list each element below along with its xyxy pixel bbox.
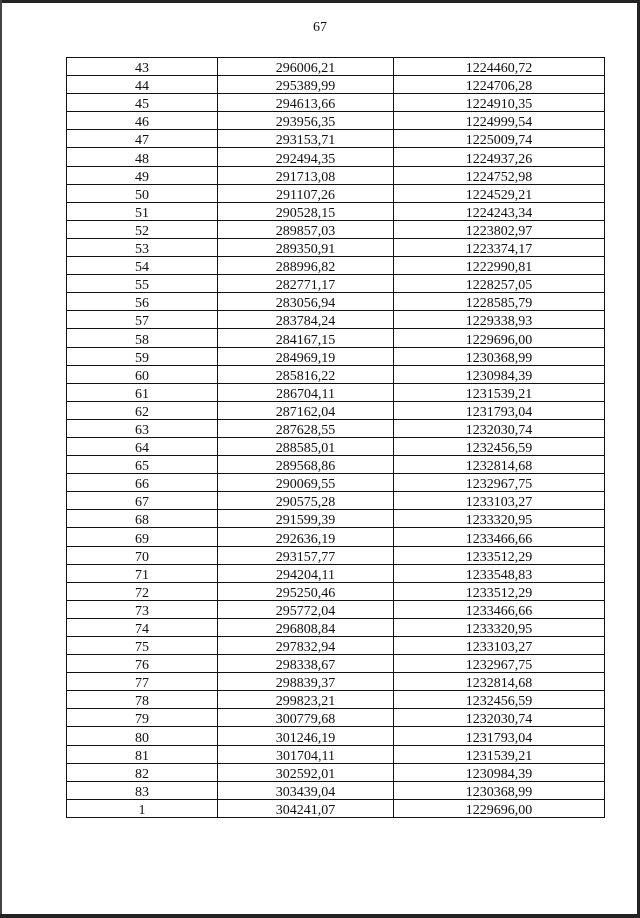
point-number-cell: 67 bbox=[67, 492, 218, 510]
y-coordinate-cell: 1230984,39 bbox=[394, 763, 605, 781]
y-coordinate-cell: 1232030,74 bbox=[394, 709, 605, 727]
x-coordinate-cell: 291599,39 bbox=[218, 510, 394, 528]
point-number-cell: 57 bbox=[67, 311, 218, 329]
x-coordinate-cell: 290528,15 bbox=[218, 202, 394, 220]
point-number-cell: 70 bbox=[67, 546, 218, 564]
point-number-cell: 83 bbox=[67, 781, 218, 799]
point-number-cell: 58 bbox=[67, 329, 218, 347]
y-coordinate-cell: 1229696,00 bbox=[394, 329, 605, 347]
table-row bbox=[67, 528, 605, 546]
point-number-cell: 45 bbox=[67, 94, 218, 112]
table-row bbox=[67, 763, 605, 781]
table-row bbox=[67, 257, 605, 275]
page-edge-top bbox=[0, 0, 640, 3]
x-coordinate-cell: 288996,82 bbox=[218, 257, 394, 275]
x-coordinate-cell: 295389,99 bbox=[218, 76, 394, 94]
y-coordinate-cell: 1228257,05 bbox=[394, 275, 605, 293]
x-coordinate-cell: 282771,17 bbox=[218, 275, 394, 293]
y-coordinate-cell: 1231539,21 bbox=[394, 745, 605, 763]
y-coordinate-cell: 1233320,95 bbox=[394, 510, 605, 528]
point-number-cell: 61 bbox=[67, 383, 218, 401]
x-coordinate-cell: 299823,21 bbox=[218, 691, 394, 709]
x-coordinate-cell: 295250,46 bbox=[218, 582, 394, 600]
x-coordinate-cell: 284167,15 bbox=[218, 329, 394, 347]
x-coordinate-cell: 302592,01 bbox=[218, 763, 394, 781]
y-coordinate-cell: 1232456,59 bbox=[394, 691, 605, 709]
y-coordinate-cell: 1224706,28 bbox=[394, 76, 605, 94]
y-coordinate-cell: 1233466,66 bbox=[394, 600, 605, 618]
y-coordinate-cell: 1232030,74 bbox=[394, 419, 605, 437]
y-coordinate-cell: 1232814,68 bbox=[394, 673, 605, 691]
y-coordinate-cell: 1224999,54 bbox=[394, 112, 605, 130]
table-row bbox=[67, 691, 605, 709]
point-number-cell: 52 bbox=[67, 220, 218, 238]
table-row bbox=[67, 492, 605, 510]
x-coordinate-cell: 301704,11 bbox=[218, 745, 394, 763]
table-row bbox=[67, 474, 605, 492]
x-coordinate-cell: 298839,37 bbox=[218, 673, 394, 691]
page-number: 67 bbox=[313, 20, 327, 35]
table-row bbox=[67, 58, 605, 76]
point-number-cell: 51 bbox=[67, 202, 218, 220]
table-row bbox=[67, 76, 605, 94]
point-number-cell: 80 bbox=[67, 727, 218, 745]
x-coordinate-cell: 292494,35 bbox=[218, 148, 394, 166]
y-coordinate-cell: 1229338,93 bbox=[394, 311, 605, 329]
table-row bbox=[67, 618, 605, 636]
page-edge-left bbox=[0, 0, 2, 918]
x-coordinate-cell: 304241,07 bbox=[218, 799, 394, 817]
point-number-cell: 77 bbox=[67, 673, 218, 691]
y-coordinate-cell: 1224460,72 bbox=[394, 58, 605, 76]
point-number-cell: 78 bbox=[67, 691, 218, 709]
point-number-cell: 79 bbox=[67, 709, 218, 727]
y-coordinate-cell: 1225009,74 bbox=[394, 130, 605, 148]
y-coordinate-cell: 1224910,35 bbox=[394, 94, 605, 112]
table-row bbox=[67, 293, 605, 311]
point-number-cell: 64 bbox=[67, 437, 218, 455]
y-coordinate-cell: 1233103,27 bbox=[394, 637, 605, 655]
point-number-cell: 49 bbox=[67, 166, 218, 184]
y-coordinate-cell: 1233512,29 bbox=[394, 582, 605, 600]
coordinates-table bbox=[66, 57, 605, 818]
point-number-cell: 65 bbox=[67, 456, 218, 474]
y-coordinate-cell: 1231793,04 bbox=[394, 727, 605, 745]
point-number-cell: 44 bbox=[67, 76, 218, 94]
x-coordinate-cell: 285816,22 bbox=[218, 365, 394, 383]
x-coordinate-cell: 294613,66 bbox=[218, 94, 394, 112]
table-row bbox=[67, 745, 605, 763]
table-row bbox=[67, 727, 605, 745]
point-number-cell: 82 bbox=[67, 763, 218, 781]
x-coordinate-cell: 291713,08 bbox=[218, 166, 394, 184]
table-row bbox=[67, 510, 605, 528]
point-number-cell: 75 bbox=[67, 637, 218, 655]
y-coordinate-cell: 1233548,83 bbox=[394, 564, 605, 582]
point-number-cell: 68 bbox=[67, 510, 218, 528]
table-row bbox=[67, 202, 605, 220]
x-coordinate-cell: 300779,68 bbox=[218, 709, 394, 727]
table-row bbox=[67, 419, 605, 437]
y-coordinate-cell: 1230368,99 bbox=[394, 347, 605, 365]
point-number-cell: 71 bbox=[67, 564, 218, 582]
point-number-cell: 55 bbox=[67, 275, 218, 293]
table-row bbox=[67, 275, 605, 293]
table-row bbox=[67, 637, 605, 655]
y-coordinate-cell: 1231793,04 bbox=[394, 401, 605, 419]
point-number-cell: 62 bbox=[67, 401, 218, 419]
point-number-cell: 72 bbox=[67, 582, 218, 600]
x-coordinate-cell: 303439,04 bbox=[218, 781, 394, 799]
point-number-cell: 48 bbox=[67, 148, 218, 166]
x-coordinate-cell: 294204,11 bbox=[218, 564, 394, 582]
page-edge-bottom bbox=[0, 914, 640, 918]
x-coordinate-cell: 293157,77 bbox=[218, 546, 394, 564]
point-number-cell: 43 bbox=[67, 58, 218, 76]
table-row bbox=[67, 437, 605, 455]
y-coordinate-cell: 1223374,17 bbox=[394, 238, 605, 256]
point-number-cell: 50 bbox=[67, 184, 218, 202]
x-coordinate-cell: 289350,91 bbox=[218, 238, 394, 256]
table-row bbox=[67, 94, 605, 112]
table-row bbox=[67, 166, 605, 184]
point-number-cell: 59 bbox=[67, 347, 218, 365]
point-number-cell: 81 bbox=[67, 745, 218, 763]
y-coordinate-cell: 1233103,27 bbox=[394, 492, 605, 510]
y-coordinate-cell: 1228585,79 bbox=[394, 293, 605, 311]
y-coordinate-cell: 1229696,00 bbox=[394, 799, 605, 817]
point-number-cell: 53 bbox=[67, 238, 218, 256]
x-coordinate-cell: 289568,86 bbox=[218, 456, 394, 474]
x-coordinate-cell: 288585,01 bbox=[218, 437, 394, 455]
y-coordinate-cell: 1224529,21 bbox=[394, 184, 605, 202]
table-row bbox=[67, 582, 605, 600]
point-number-cell: 73 bbox=[67, 600, 218, 618]
y-coordinate-cell: 1233320,95 bbox=[394, 618, 605, 636]
x-coordinate-cell: 296808,84 bbox=[218, 618, 394, 636]
y-coordinate-cell: 1233466,66 bbox=[394, 528, 605, 546]
table-row bbox=[67, 184, 605, 202]
table-row bbox=[67, 709, 605, 727]
x-coordinate-cell: 296006,21 bbox=[218, 58, 394, 76]
table-row bbox=[67, 456, 605, 474]
x-coordinate-cell: 293153,71 bbox=[218, 130, 394, 148]
x-coordinate-cell: 293956,35 bbox=[218, 112, 394, 130]
x-coordinate-cell: 295772,04 bbox=[218, 600, 394, 618]
coordinates-table-container bbox=[66, 57, 605, 818]
point-number-cell: 54 bbox=[67, 257, 218, 275]
table-row bbox=[67, 546, 605, 564]
x-coordinate-cell: 297832,94 bbox=[218, 637, 394, 655]
x-coordinate-cell: 290575,28 bbox=[218, 492, 394, 510]
table-row bbox=[67, 130, 605, 148]
table-row bbox=[67, 600, 605, 618]
x-coordinate-cell: 289857,03 bbox=[218, 220, 394, 238]
table-row bbox=[67, 112, 605, 130]
table-row bbox=[67, 655, 605, 673]
y-coordinate-cell: 1230368,99 bbox=[394, 781, 605, 799]
point-number-cell: 63 bbox=[67, 419, 218, 437]
y-coordinate-cell: 1224243,34 bbox=[394, 202, 605, 220]
point-number-cell: 46 bbox=[67, 112, 218, 130]
x-coordinate-cell: 284969,19 bbox=[218, 347, 394, 365]
table-row bbox=[67, 383, 605, 401]
point-number-cell: 47 bbox=[67, 130, 218, 148]
y-coordinate-cell: 1230984,39 bbox=[394, 365, 605, 383]
y-coordinate-cell: 1233512,29 bbox=[394, 546, 605, 564]
table-row bbox=[67, 148, 605, 166]
point-number-cell: 69 bbox=[67, 528, 218, 546]
x-coordinate-cell: 292636,19 bbox=[218, 528, 394, 546]
table-row bbox=[67, 799, 605, 817]
y-coordinate-cell: 1232814,68 bbox=[394, 456, 605, 474]
coordinates-table-body bbox=[67, 58, 605, 818]
x-coordinate-cell: 283056,94 bbox=[218, 293, 394, 311]
y-coordinate-cell: 1222990,81 bbox=[394, 257, 605, 275]
y-coordinate-cell: 1232967,75 bbox=[394, 474, 605, 492]
table-row bbox=[67, 673, 605, 691]
y-coordinate-cell: 1223802,97 bbox=[394, 220, 605, 238]
x-coordinate-cell: 298338,67 bbox=[218, 655, 394, 673]
point-number-cell: 76 bbox=[67, 655, 218, 673]
table-row bbox=[67, 365, 605, 383]
x-coordinate-cell: 286704,11 bbox=[218, 383, 394, 401]
y-coordinate-cell: 1232967,75 bbox=[394, 655, 605, 673]
table-row bbox=[67, 238, 605, 256]
y-coordinate-cell: 1224937,26 bbox=[394, 148, 605, 166]
x-coordinate-cell: 301246,19 bbox=[218, 727, 394, 745]
point-number-cell: 60 bbox=[67, 365, 218, 383]
table-row bbox=[67, 220, 605, 238]
point-number-cell: 66 bbox=[67, 474, 218, 492]
point-number-cell: 74 bbox=[67, 618, 218, 636]
table-row bbox=[67, 311, 605, 329]
point-number-cell: 56 bbox=[67, 293, 218, 311]
table-row bbox=[67, 564, 605, 582]
table-row bbox=[67, 401, 605, 419]
table-row bbox=[67, 347, 605, 365]
point-number-cell: 1 bbox=[67, 799, 218, 817]
x-coordinate-cell: 291107,26 bbox=[218, 184, 394, 202]
x-coordinate-cell: 290069,55 bbox=[218, 474, 394, 492]
y-coordinate-cell: 1232456,59 bbox=[394, 437, 605, 455]
table-row bbox=[67, 329, 605, 347]
y-coordinate-cell: 1224752,98 bbox=[394, 166, 605, 184]
x-coordinate-cell: 283784,24 bbox=[218, 311, 394, 329]
x-coordinate-cell: 287628,55 bbox=[218, 419, 394, 437]
y-coordinate-cell: 1231539,21 bbox=[394, 383, 605, 401]
table-row bbox=[67, 781, 605, 799]
x-coordinate-cell: 287162,04 bbox=[218, 401, 394, 419]
